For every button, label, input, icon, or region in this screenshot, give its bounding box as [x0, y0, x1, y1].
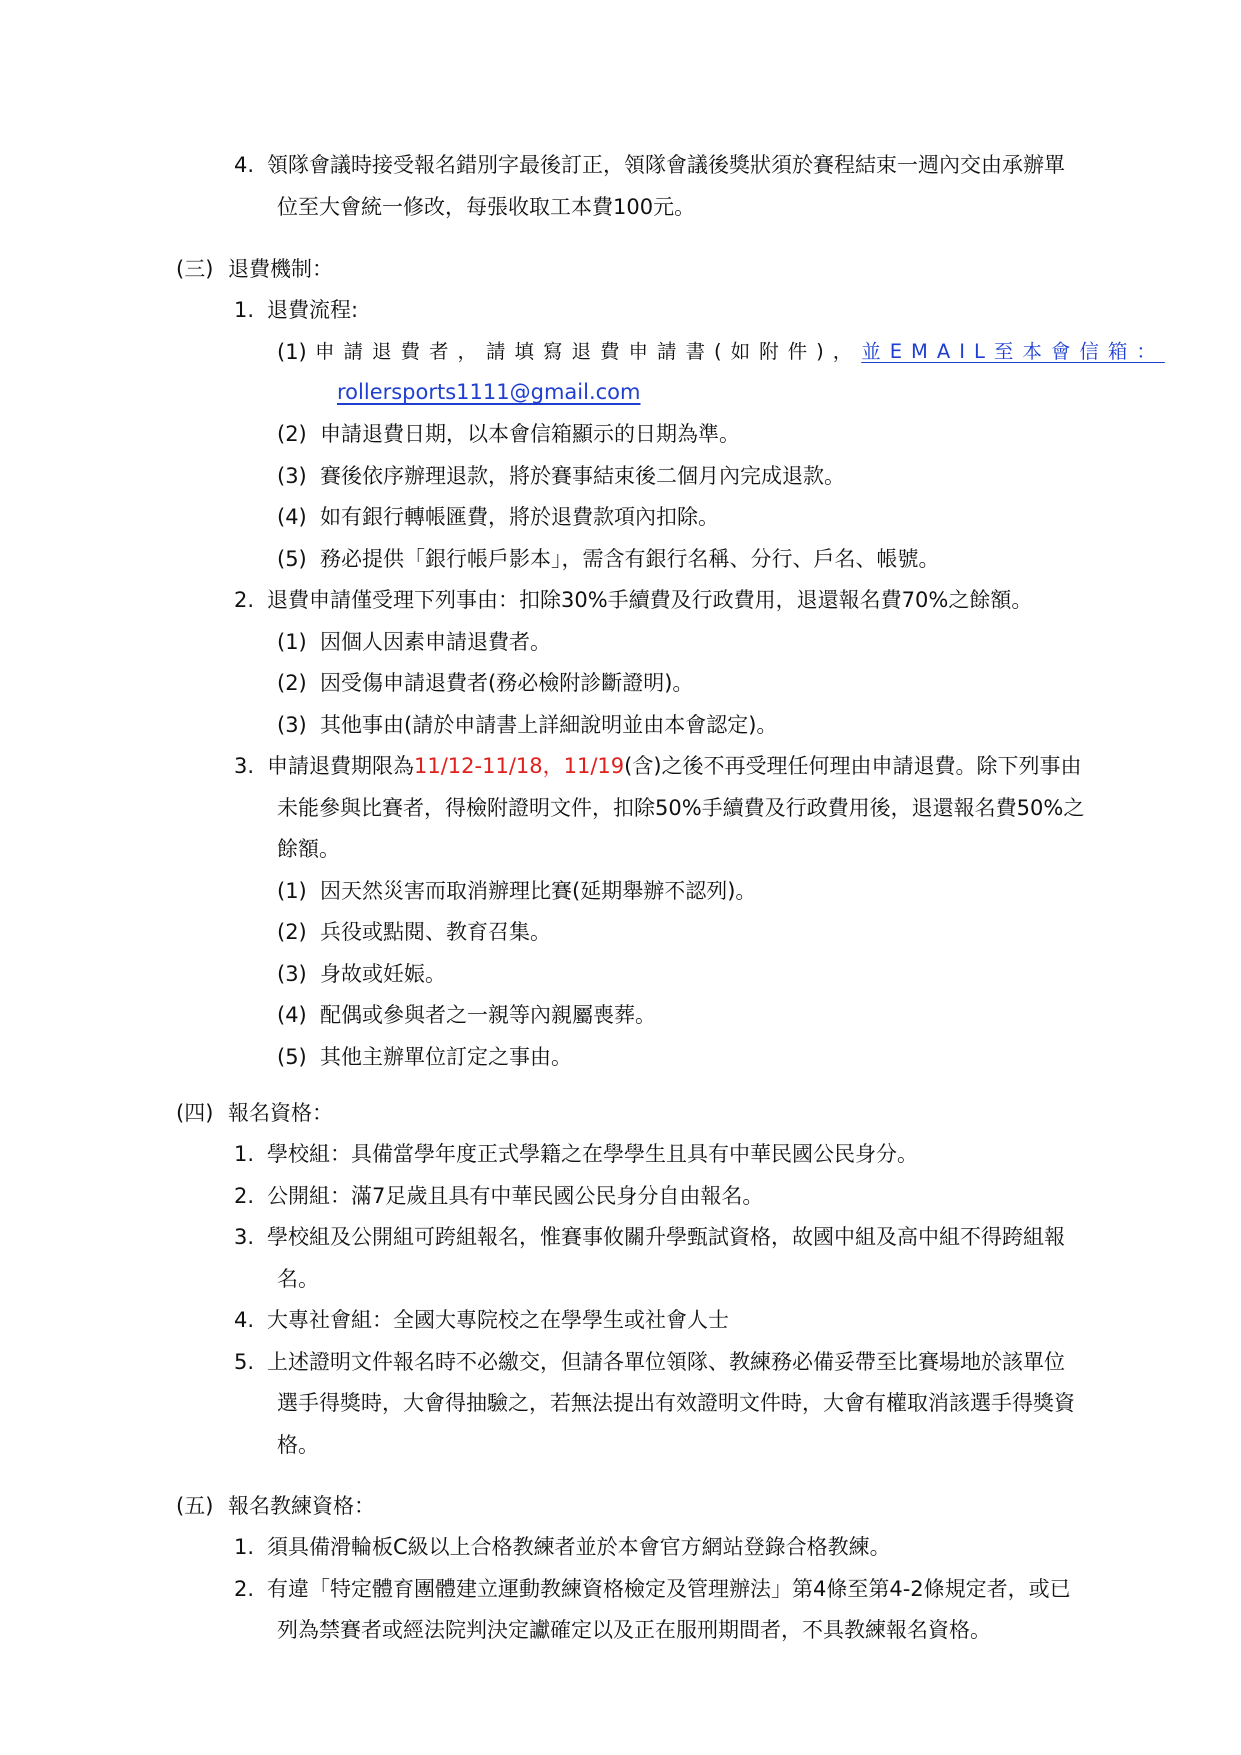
- sub-number: (1): [277, 340, 307, 364]
- list-item: 公開組：滿7足歲且具有中華民國公民身分自由報名。: [267, 1184, 764, 1208]
- refund-instruction: [315, 337, 1165, 367]
- sub-item: 申請退費日期，以本會信箱顯示的日期為準。: [320, 422, 740, 446]
- sub-item: 因個人因素申請退費者。: [320, 630, 551, 654]
- section-label: (五): [176, 1494, 214, 1518]
- paragraph-line: 列為禁賽者或經法院判決定讞確定以及正在服刑期間者，不具教練報名資格。: [277, 1618, 991, 1642]
- list-item: 學校組：具備當學年度正式學籍之在學學生且具有中華民國公民身分。: [267, 1142, 918, 1166]
- list-number: 4.: [234, 1308, 255, 1332]
- sub-number: (2): [277, 422, 307, 446]
- sub-number: (1): [277, 630, 307, 654]
- list-item: 有違「特定體育團體建立運動教練資格檢定及管理辦法」第4條至第4-2條規定者，或已: [267, 1577, 1071, 1601]
- email-link[interactable]: rollersports1111@gmail.com: [337, 380, 641, 404]
- section-title: 報名資格：: [228, 1101, 333, 1125]
- sub-item: 因天然災害而取消辦理比賽(延期舉辦不認列)。: [320, 879, 757, 903]
- list-item: 退費申請僅受理下列事由：扣除30%手續費及行政費用，退還報名費70%之餘額。: [267, 588, 1033, 612]
- list-number: 1.: [234, 1535, 255, 1559]
- deadline-text-a: 申請退費期限為: [267, 754, 414, 778]
- list-number: 2.: [234, 1577, 255, 1601]
- sub-item: 配偶或參與者之一親等內親屬喪葬。: [320, 1003, 656, 1027]
- sub-number: (1): [277, 879, 307, 903]
- list-number: 3.: [234, 754, 255, 778]
- section-title: 退費機制：: [228, 257, 333, 281]
- list-item: 上述證明文件報名時不必繳交，但請各單位領隊、教練務必備妥帶至比賽場地於該單位: [267, 1350, 1065, 1374]
- paragraph-line: 位至大會統一修改，每張收取工本費100元。: [277, 195, 696, 219]
- sub-item: 務必提供「銀行帳戶影本」，需含有銀行名稱、分行、戶名、帳號。: [320, 547, 940, 571]
- section-label: (四): [176, 1101, 214, 1125]
- list-number: 2.: [234, 1184, 255, 1208]
- email-link-prefix[interactable]: 並EMAIL至本會信箱：: [861, 340, 1165, 363]
- sub-number: (3): [277, 713, 307, 737]
- paragraph-line: 未能參與比賽者，得檢附證明文件，扣除50%手續費及行政費用後，退還報名費50%之: [277, 796, 1085, 820]
- section-label: (三): [176, 257, 214, 281]
- sub-number: (5): [277, 547, 307, 571]
- list-item: 學校組及公開組可跨組報名，惟賽事攸關升學甄試資格，故國中組及高中組不得跨組報: [267, 1225, 1065, 1249]
- sub-number: (2): [277, 671, 307, 695]
- sub-number: (4): [277, 505, 307, 529]
- list-number: 5.: [234, 1350, 255, 1374]
- sub-item: 兵役或點閱、教育召集。: [320, 920, 551, 944]
- paragraph-line: 選手得獎時，大會得抽驗之，若無法提出有效證明文件時，大會有權取消該選手得獎資: [277, 1391, 1075, 1415]
- list-item: 須具備滑輪板C級以上合格教練者並於本會官方網站登錄合格教練。: [267, 1535, 891, 1559]
- list-number: 2.: [234, 588, 255, 612]
- refund-instruction-text: 申請退費者，請填寫退費申請書(如附件)，: [315, 340, 862, 363]
- list-item: 退費流程:: [267, 298, 359, 322]
- sub-number: (4): [277, 1003, 307, 1027]
- sub-item: 如有銀行轉帳匯費，將於退費款項內扣除。: [320, 505, 719, 529]
- sub-number: (3): [277, 962, 307, 986]
- deadline-text-b: (含)之後不再受理任何理由申請退費。除下列事由: [624, 754, 1082, 778]
- list-item: [267, 751, 1082, 781]
- sub-item: 賽後依序辦理退款，將於賽事結束後二個月內完成退款。: [320, 464, 845, 488]
- sub-number: (3): [277, 464, 307, 488]
- sub-number: (5): [277, 1045, 307, 1069]
- list-number: 1.: [234, 298, 255, 322]
- sub-item: 其他主辦單位訂定之事由。: [320, 1045, 572, 1069]
- paragraph-line: 領隊會議時接受報名錯別字最後訂正，領隊會議後獎狀須於賽程結束一週內交由承辦單: [267, 153, 1065, 177]
- sub-item: 因受傷申請退費者(務必檢附診斷證明)。: [320, 671, 694, 695]
- sub-number: (2): [277, 920, 307, 944]
- list-number: 3.: [234, 1225, 255, 1249]
- list-number: 1.: [234, 1142, 255, 1166]
- deadline-dates: 11/12-11/18，11/19: [414, 754, 625, 778]
- section-title: 報名教練資格：: [228, 1494, 375, 1518]
- paragraph-line: 名。: [277, 1267, 319, 1291]
- sub-item: 身故或妊娠。: [320, 962, 446, 986]
- list-item: 大專社會組：全國大專院校之在學學生或社會人士: [267, 1308, 729, 1332]
- paragraph-line: 餘額。: [277, 837, 340, 861]
- list-number: 4.: [234, 153, 255, 177]
- paragraph-line: 格。: [277, 1433, 319, 1457]
- sub-item: 其他事由(請於申請書上詳細說明並由本會認定)。: [320, 713, 778, 737]
